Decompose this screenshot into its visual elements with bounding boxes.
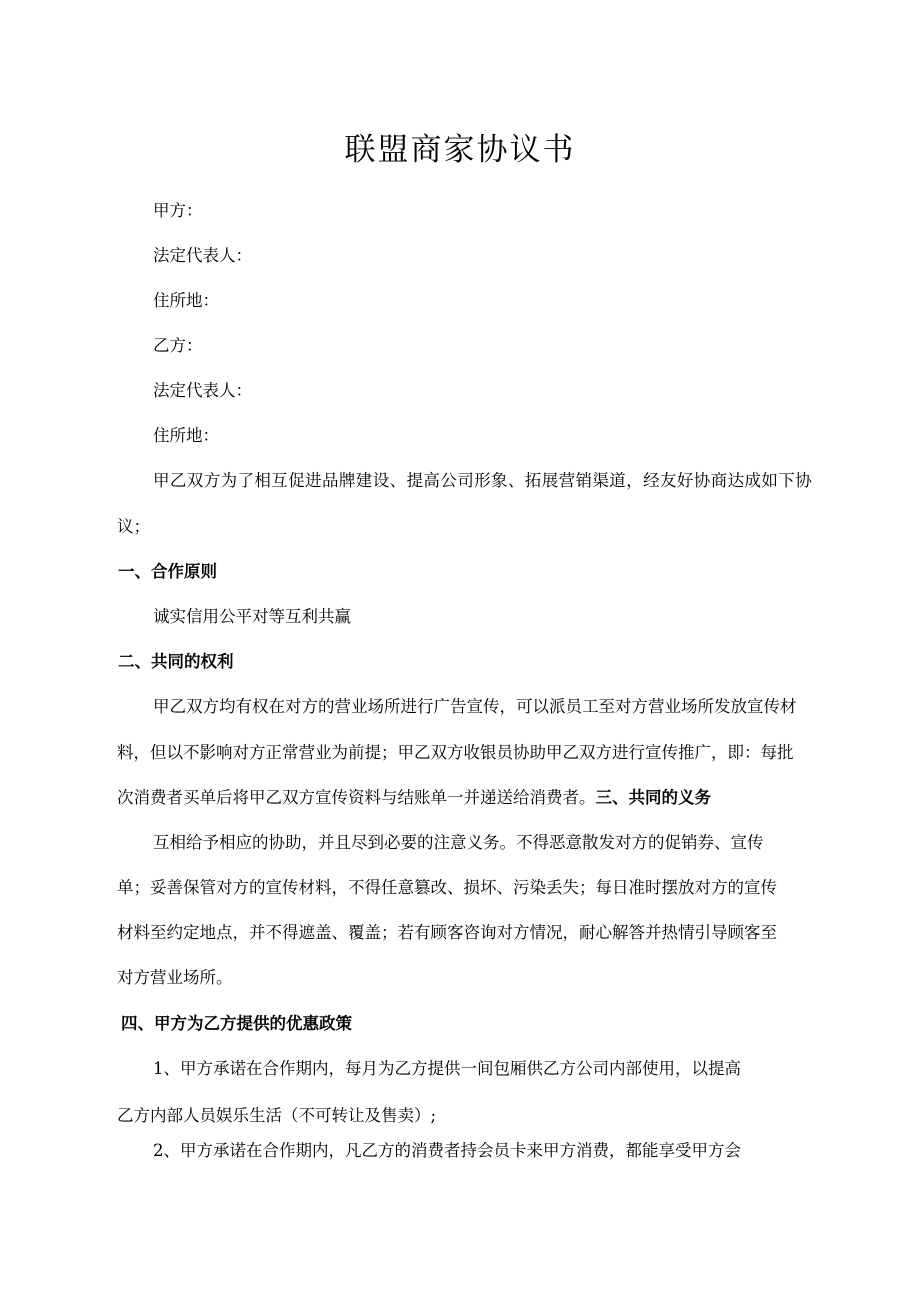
section-2-line-2: 料，但以不影响对方正常营业为前提；甲乙双方收银员协助甲乙双方进行宣传推广，即：每批 <box>117 743 794 762</box>
section-3-line-3: 材料至约定地点，并不得遮盖、覆盖；若有顾客咨询对方情况，耐心解答并热情引导顾客至 <box>117 923 777 942</box>
party-b-label: 乙方： <box>153 336 203 355</box>
document-title: 联盟商家协议书 <box>344 132 576 168</box>
intro-paragraph-line-1: 甲乙双方为了相互促进品牌建设、提高公司形象、拓展营销渠道，经友好协商达成如下协 <box>153 471 813 490</box>
section-2-heading: 二、共同的权利 <box>118 652 234 671</box>
party-b-address-label: 住所地： <box>153 426 219 445</box>
section-4-item-1-line-1: 1、甲方承诺在合作期内，每月为乙方提供一间包厢供乙方公司内部使用，以提高 <box>153 1059 741 1078</box>
section-1-body: 诚实信用公平对等互利共赢 <box>153 607 351 626</box>
section-1-heading: 一、合作原则 <box>118 562 217 581</box>
party-a-representative-label: 法定代表人： <box>153 246 252 265</box>
intro-paragraph-line-2: 议； <box>117 517 150 536</box>
section-2-line-3-text: 次消费者买单后将甲乙双方宣传资料与结账单一并递送给消费者。 <box>117 788 596 807</box>
section-3-line-4: 对方营业场所。 <box>117 968 233 987</box>
section-3-heading: 三、共同的义务 <box>595 788 711 807</box>
party-b-representative-label: 法定代表人： <box>153 381 252 400</box>
section-3-line-2: 单；妥善保管对方的宣传材料，不得任意篡改、损坏、污染丢失；每日准时摆放对方的宣传 <box>117 878 777 897</box>
party-a-address-label: 住所地： <box>153 291 219 310</box>
section-2-line-3 <box>117 786 711 810</box>
party-a-label: 甲方： <box>153 201 203 220</box>
section-4-heading: 四、甲方为乙方提供的优惠政策 <box>121 1014 352 1033</box>
section-2-line-1: 甲乙双方均有权在对方的营业场所进行广告宣传，可以派员工至对方营业场所发放宣传材 <box>153 697 797 716</box>
section-3-line-1: 互相给予相应的协助，并且尽到必要的注意义务。不得恶意散发对方的促销券、宣传 <box>153 833 764 852</box>
section-4-item-2-line-1: 2、甲方承诺在合作期内，凡乙方的消费者持会员卡来甲方消费，都能享受甲方会 <box>153 1141 741 1160</box>
section-4-item-1-line-2: 乙方内部人员娱乐生活（不可转让及售卖）; <box>117 1106 437 1125</box>
